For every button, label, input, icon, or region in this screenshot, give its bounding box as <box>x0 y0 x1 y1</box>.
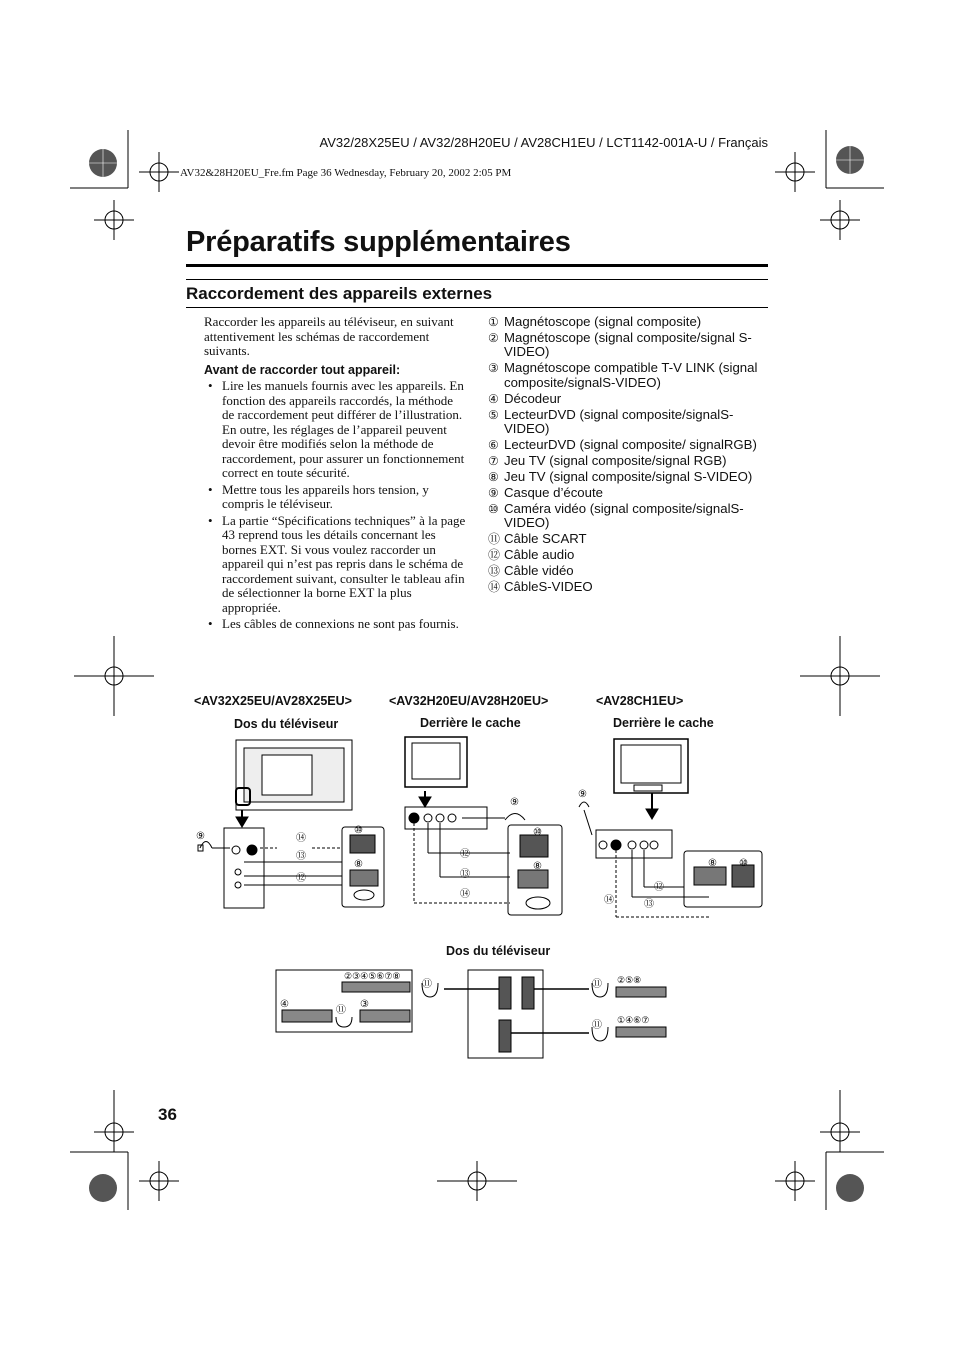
section-title: Raccordement des appareils externes <box>186 284 493 303</box>
callout-4: ④ <box>280 999 289 1010</box>
model-label-x25: <AV32X25EU/AV28X25EU> <box>194 694 352 708</box>
list-item: ⑪ Câble SCART <box>488 531 587 547</box>
callout-12: ⑫ <box>296 873 306 884</box>
model-reference: AV32/28X25EU / AV32/28H20EU / AV28CH1EU / LCT1142-001A-U / Français <box>319 135 768 150</box>
callout-14: ⑭ <box>604 895 614 906</box>
callout-8: ⑧ <box>708 858 717 869</box>
diagram-x25 <box>192 735 392 915</box>
callout-9: ⑨ <box>578 789 587 800</box>
list-item: ④ Décodeur <box>488 390 562 406</box>
model-label-h20: <AV32H20EU/AV28H20EU> <box>389 694 549 708</box>
caption-behind-cover: Derrière le cache <box>420 716 521 730</box>
callout-group-1467: ①④⑥⑦ <box>617 1015 650 1025</box>
list-item: ⑦ Jeu TV (signal composite/signal RGB) <box>488 453 727 469</box>
caption-behind-cover-2: Derrière le cache <box>613 716 714 730</box>
callout-group-258: ②⑤⑧ <box>617 975 642 985</box>
callout-12: ⑫ <box>460 849 470 860</box>
callout-13: ⑬ <box>460 869 470 880</box>
callout-10: ⑩ <box>739 858 748 869</box>
bullet-list <box>206 379 466 634</box>
callout-14: ⑭ <box>296 833 306 844</box>
callout-8: ⑧ <box>533 861 542 872</box>
callout-9: ⑨ <box>510 797 519 808</box>
list-item: ⑨ Casque d’écoute <box>488 484 603 500</box>
model-label-ch1: <AV28CH1EU> <box>596 694 684 708</box>
list-item: ③ Magnétoscope compatible T-V LINK (signal composite/signalS-VIDEO) <box>488 360 758 390</box>
list-item: ⑤ LecteurDVD (signal composite/signalS-VIDEO) <box>488 406 734 437</box>
callout-11: ⑪ <box>336 1005 346 1016</box>
list-item: ② Magnétoscope (signal composite/signal S-VIDEO) <box>488 329 752 360</box>
callout-12: ⑫ <box>654 882 664 893</box>
callout-8: ⑧ <box>354 859 363 870</box>
callout-13: ⑬ <box>644 899 654 910</box>
list-item: • Les câbles de connexions ne sont pas fournis. <box>206 617 466 632</box>
callout-10: ⑩ <box>533 827 542 838</box>
list-item: • Mettre tous les appareils hors tension, y compris le téléviseur. <box>206 483 466 512</box>
page-title: Préparatifs supplémentaires <box>186 226 571 258</box>
caption-tv-back: Dos du téléviseur <box>234 717 339 731</box>
caption-tv-back-bottom: Dos du téléviseur <box>446 944 551 958</box>
title-rule <box>186 264 768 267</box>
list-item: • Lire les manuels fournis avec les appareils. En fonction des appareils raccordés, la méthode de raccordement peut différer de l’illustration. En outre, les réglages de l’appareil peuvent devoir être modifiés selon la méthode de raccordement, pour assurer un fonctionnement correct en toute sécurité. <box>206 379 466 481</box>
list-item: ⑫ Câble audio <box>488 547 575 563</box>
callout-9: ⑨ <box>196 831 205 842</box>
list-item: ⑩ Caméra vidéo (signal composite/signalS-VIDEO) <box>488 500 744 531</box>
list-item: ⑥ LecteurDVD (signal composite/ signalRGB) <box>488 437 757 453</box>
list-item: ⑬ Câble vidéo <box>488 563 574 579</box>
diagram-ch1 <box>574 735 769 920</box>
callout-13: ⑬ <box>296 851 306 862</box>
list-item: ① Magnétoscope (signal composite) <box>488 314 702 329</box>
callout-11: ⑪ <box>592 1020 602 1031</box>
intro-text: Raccorder les appareils au téléviseur, en suivant attentivement les schémas de raccordement suivants. <box>204 314 454 358</box>
list-item: ⑭ CâbleS-VIDEO <box>488 578 593 594</box>
callout-11: ⑪ <box>592 979 602 990</box>
callout-10: ⑩ <box>354 825 363 836</box>
file-info: AV32&28H20EU_Fre.fm Page 36 Wednesday, February 20, 2002 2:05 PM <box>180 167 512 179</box>
list-item: • La partie “Spécifications techniques” à la page 43 reprend tous les détails concernant les bornes EXT. Si vous voulez raccorder un appareil qui n’est pas repris dans le schéma de raccordement suivant, consulter le tableau afin de sélectionner la borne EXT la plus appropriée. <box>206 514 466 616</box>
section-rule-bottom <box>186 307 768 308</box>
callout-14: ⑭ <box>460 889 470 900</box>
page-number: 36 <box>158 1105 177 1124</box>
callout-11: ⑪ <box>422 979 432 990</box>
device-list <box>488 315 774 596</box>
callout-group-2345678: ②③④⑤⑥⑦⑧ <box>344 971 401 981</box>
diagram-scart <box>274 965 674 1060</box>
section-rule-top <box>186 279 768 280</box>
before-heading: Avant de raccorder tout appareil: <box>204 363 401 377</box>
callout-3: ③ <box>360 999 369 1010</box>
list-item: ⑧ Jeu TV (signal composite/signal S-VIDEO) <box>488 469 753 485</box>
diagram-h20 <box>400 735 565 920</box>
